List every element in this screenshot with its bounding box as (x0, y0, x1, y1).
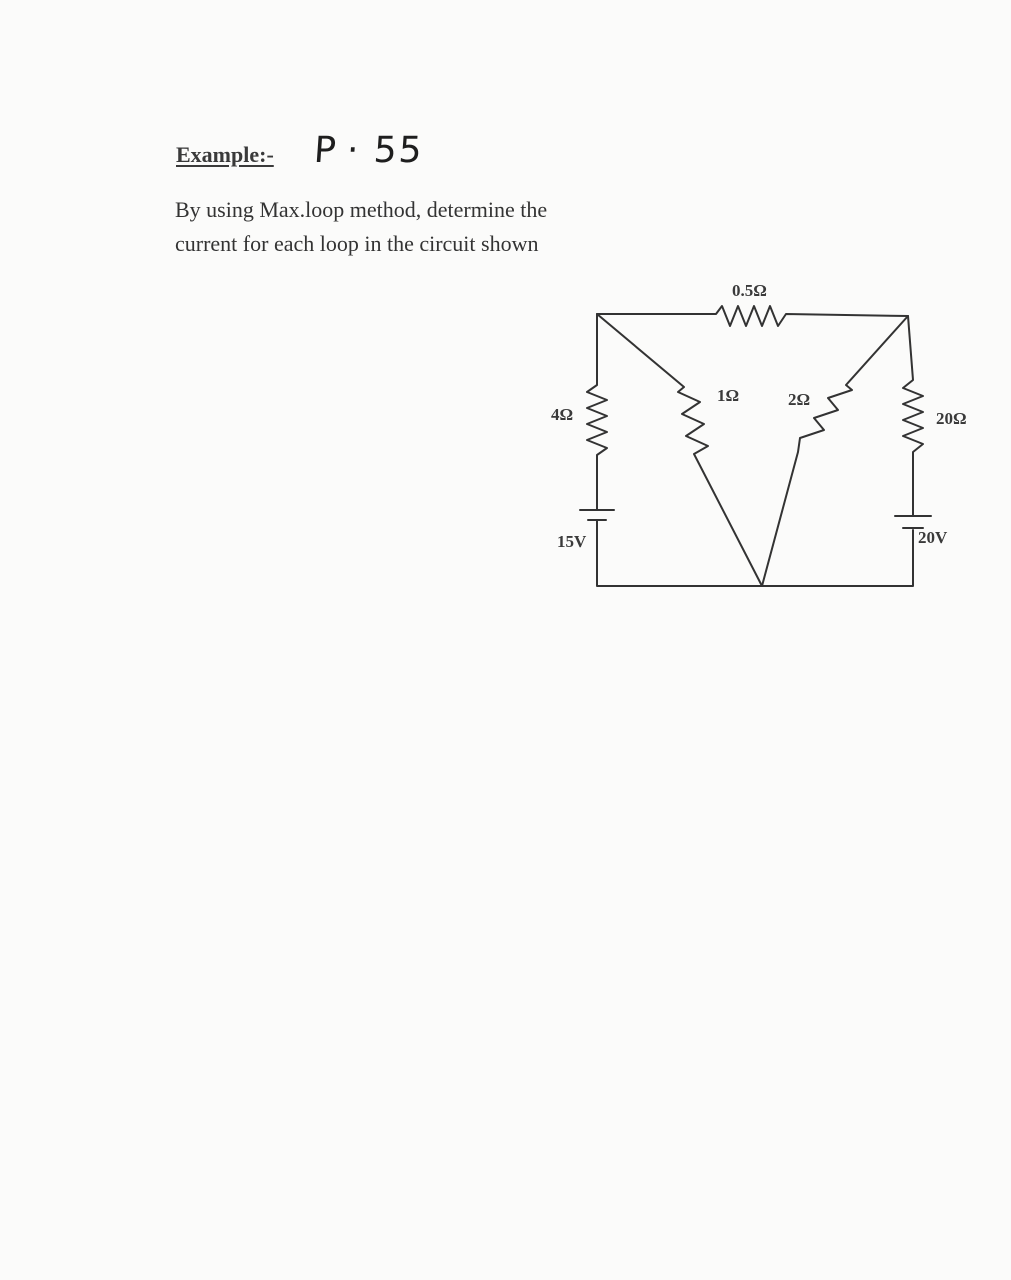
middle-left-branch (597, 314, 762, 586)
label-4-ohm: 4Ω (551, 405, 574, 424)
right-branch-wire (903, 316, 923, 516)
label-20-ohm: 20Ω (936, 409, 967, 428)
label-2-ohm: 2Ω (788, 390, 811, 409)
left-branch-wire (587, 314, 607, 510)
label-1-ohm: 1Ω (717, 386, 740, 405)
label-15v: 15V (557, 532, 587, 551)
label-0-5-ohm: 0.5Ω (732, 281, 767, 300)
handwritten-page-note: P · 55 (312, 130, 426, 171)
label-20v: 20V (918, 528, 948, 547)
problem-line-1: By using Max.loop method, determine the (175, 197, 548, 222)
middle-right-branch (762, 316, 908, 586)
left-lower-wire (597, 520, 913, 586)
example-label: Example:- (176, 142, 274, 167)
problem-line-2: current for each loop in the circuit shown (175, 231, 539, 256)
top-wire (597, 306, 908, 326)
